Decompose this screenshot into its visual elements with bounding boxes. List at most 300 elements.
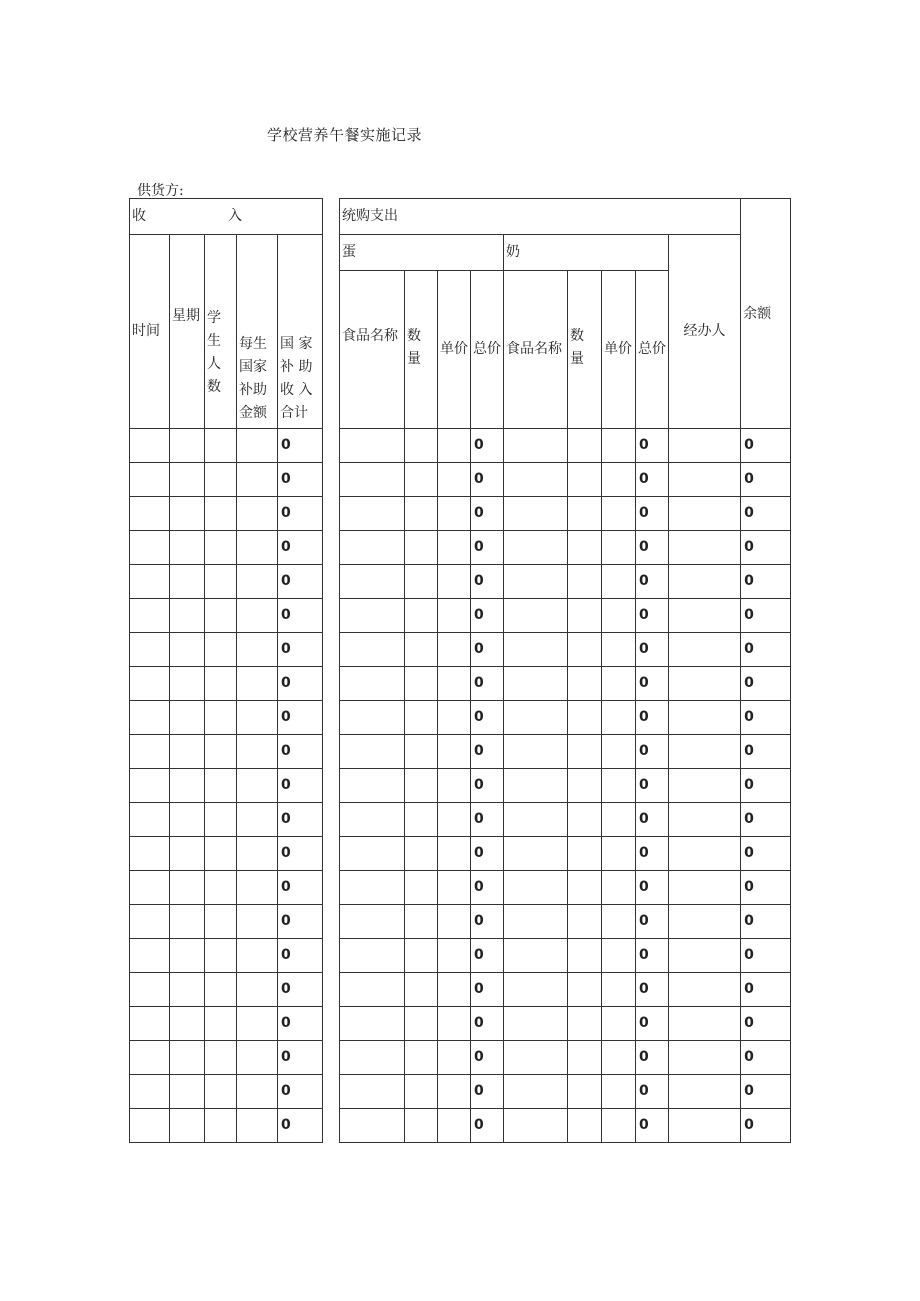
milk-total-cell: 0: [636, 565, 669, 599]
total-subsidy-header: 国 家 补 助 收 入 合计: [278, 235, 323, 429]
table-cell: [237, 633, 278, 667]
egg-total-cell: 0: [471, 497, 504, 531]
table-cell: [568, 973, 602, 1007]
table-cell: [438, 973, 471, 1007]
milk-total-cell: 0: [636, 633, 669, 667]
gap-cell: [323, 1109, 340, 1143]
egg-total-cell: 0: [471, 1075, 504, 1109]
table-cell: [170, 939, 205, 973]
table-cell: [602, 769, 636, 803]
table-row: [130, 871, 791, 905]
table-cell: [237, 1075, 278, 1109]
balance-cell: 0: [741, 939, 791, 973]
gap-cell: [323, 735, 340, 769]
table-row: [130, 1075, 791, 1109]
balance-cell: 0: [741, 667, 791, 701]
record-table: [129, 198, 791, 1143]
table-cell: [205, 735, 237, 769]
egg-total-cell: 0: [471, 633, 504, 667]
table-cell: [130, 1041, 170, 1075]
table-cell: [340, 735, 405, 769]
gap-cell: [323, 803, 340, 837]
table-cell: [130, 837, 170, 871]
table-cell: [602, 633, 636, 667]
subsidy-total-cell: 0: [278, 429, 323, 463]
table-cell: [504, 1109, 568, 1143]
table-cell: [205, 633, 237, 667]
table-cell: [568, 1075, 602, 1109]
milk-total-cell: 0: [636, 905, 669, 939]
table-cell: [669, 531, 741, 565]
table-cell: [405, 905, 438, 939]
table-cell: [130, 429, 170, 463]
subsidy-total-cell: 0: [278, 667, 323, 701]
milk-total-cell: 0: [636, 939, 669, 973]
table-cell: [340, 769, 405, 803]
table-cell: [602, 837, 636, 871]
table-cell: [170, 973, 205, 1007]
table-cell: [170, 1007, 205, 1041]
gap-cell: [323, 1007, 340, 1041]
table-cell: [669, 667, 741, 701]
expense-header: 统购支出: [340, 199, 741, 235]
egg-total-cell: 0: [471, 905, 504, 939]
table-cell: [237, 905, 278, 939]
table-cell: [669, 429, 741, 463]
table-cell: [438, 497, 471, 531]
milk-total-cell: 0: [636, 973, 669, 1007]
subsidy-total-cell: 0: [278, 599, 323, 633]
table-cell: [170, 837, 205, 871]
gap-cell: [323, 701, 340, 735]
milk-total-cell: 0: [636, 1007, 669, 1041]
table-cell: [438, 1007, 471, 1041]
table-cell: [205, 565, 237, 599]
table-cell: [205, 939, 237, 973]
table-cell: [669, 837, 741, 871]
balance-cell: 0: [741, 735, 791, 769]
table-cell: [568, 463, 602, 497]
table-cell: [504, 769, 568, 803]
subsidy-total-cell: 0: [278, 497, 323, 531]
table-cell: [170, 701, 205, 735]
table-row: [130, 973, 791, 1007]
table-row: [130, 429, 791, 463]
milk-total-cell: 0: [636, 463, 669, 497]
balance-cell: 0: [741, 1041, 791, 1075]
milk-total-cell: 0: [636, 667, 669, 701]
table-cell: [438, 633, 471, 667]
table-cell: [205, 837, 237, 871]
table-cell: [340, 871, 405, 905]
table-cell: [237, 497, 278, 531]
milk-total-cell: 0: [636, 429, 669, 463]
table-cell: [340, 837, 405, 871]
table-cell: [340, 1007, 405, 1041]
subsidy-total-cell: 0: [278, 633, 323, 667]
table-cell: [438, 837, 471, 871]
table-cell: [170, 769, 205, 803]
table-cell: [205, 871, 237, 905]
subsidy-total-cell: 0: [278, 1109, 323, 1143]
table-row: [130, 1041, 791, 1075]
egg-total-cell: 0: [471, 939, 504, 973]
table-cell: [602, 463, 636, 497]
table-cell: [237, 769, 278, 803]
subsidy-total-cell: 0: [278, 803, 323, 837]
table-cell: [205, 769, 237, 803]
gap-cell: [323, 565, 340, 599]
table-cell: [602, 497, 636, 531]
table-cell: [602, 1075, 636, 1109]
egg-total-cell: 0: [471, 565, 504, 599]
subsidy-total-cell: 0: [278, 837, 323, 871]
table-row: [130, 769, 791, 803]
milk-total-cell: 0: [636, 1109, 669, 1143]
table-cell: [669, 973, 741, 1007]
subsidy-total-cell: 0: [278, 1007, 323, 1041]
subsidy-total-cell: 0: [278, 701, 323, 735]
table-cell: [130, 1109, 170, 1143]
milk-total-cell: 0: [636, 837, 669, 871]
table-cell: [205, 1041, 237, 1075]
subsidy-total-cell: 0: [278, 1041, 323, 1075]
table-cell: [237, 1109, 278, 1143]
table-cell: [170, 463, 205, 497]
table-cell: [438, 905, 471, 939]
table-cell: [602, 531, 636, 565]
milk-food-name-header: 食品名称: [504, 271, 568, 429]
table-cell: [237, 463, 278, 497]
table-cell: [568, 497, 602, 531]
table-cell: [237, 837, 278, 871]
per-subsidy-header: 每生国家补助金额: [237, 235, 278, 429]
table-cell: [405, 973, 438, 1007]
table-cell: [237, 803, 278, 837]
egg-quantity-header: 数 量: [405, 271, 438, 429]
subsidy-total-cell: 0: [278, 769, 323, 803]
milk-total-cell: 0: [636, 735, 669, 769]
table-cell: [130, 497, 170, 531]
gap-cell: [323, 905, 340, 939]
egg-header: 蛋: [340, 235, 504, 271]
table-cell: [237, 735, 278, 769]
table-cell: [130, 633, 170, 667]
table-cell: [340, 565, 405, 599]
table-cell: [438, 939, 471, 973]
milk-header: 奶: [504, 235, 669, 271]
page-title: 学校营养午餐实施记录: [267, 126, 423, 144]
table-cell: [602, 871, 636, 905]
table-cell: [340, 667, 405, 701]
table-cell: [170, 735, 205, 769]
table-cell: [405, 939, 438, 973]
table-cell: [669, 599, 741, 633]
table-cell: [504, 1041, 568, 1075]
table-cell: [340, 939, 405, 973]
gap-cell: [323, 1041, 340, 1075]
balance-cell: 0: [741, 463, 791, 497]
table-cell: [669, 735, 741, 769]
milk-total-cell: 0: [636, 701, 669, 735]
table-cell: [340, 531, 405, 565]
table-cell: [405, 497, 438, 531]
table-cell: [405, 1075, 438, 1109]
subsidy-total-cell: 0: [278, 565, 323, 599]
table-cell: [405, 769, 438, 803]
table-cell: [568, 905, 602, 939]
gap-cell: [323, 939, 340, 973]
header-row-1: [130, 199, 791, 235]
table-cell: [340, 497, 405, 531]
egg-food-name-header: 食品名称: [340, 271, 405, 429]
table-cell: [504, 633, 568, 667]
milk-total-cell: 0: [636, 497, 669, 531]
table-cell: [340, 905, 405, 939]
table-cell: [205, 1109, 237, 1143]
milk-total-cell: 0: [636, 871, 669, 905]
table-cell: [438, 565, 471, 599]
table-row: [130, 905, 791, 939]
table-cell: [130, 701, 170, 735]
balance-cell: 0: [741, 1109, 791, 1143]
header-row-2: [130, 235, 791, 271]
table-cell: [568, 633, 602, 667]
table-cell: [237, 939, 278, 973]
table-cell: [130, 531, 170, 565]
table-cell: [205, 1007, 237, 1041]
table-cell: [170, 531, 205, 565]
table-row: [130, 531, 791, 565]
weekday-header: 星期: [170, 235, 205, 429]
table-cell: [170, 803, 205, 837]
table-cell: [237, 599, 278, 633]
table-cell: [438, 463, 471, 497]
table-cell: [669, 1109, 741, 1143]
table-cell: [669, 497, 741, 531]
table-cell: [205, 905, 237, 939]
balance-cell: 0: [741, 837, 791, 871]
table-cell: [405, 633, 438, 667]
table-cell: [504, 599, 568, 633]
income-label-2: 入: [228, 208, 242, 224]
egg-total-cell: 0: [471, 871, 504, 905]
gap-cell: [323, 497, 340, 531]
table-cell: [504, 803, 568, 837]
gap-cell: [323, 633, 340, 667]
table-cell: [340, 429, 405, 463]
table-cell: [669, 463, 741, 497]
table-cell: [340, 1109, 405, 1143]
table-cell: [504, 871, 568, 905]
table-cell: [568, 599, 602, 633]
table-row: [130, 701, 791, 735]
table-cell: [669, 769, 741, 803]
table-cell: [602, 803, 636, 837]
table-cell: [340, 803, 405, 837]
milk-total-cell: 0: [636, 1041, 669, 1075]
table-row: [130, 497, 791, 531]
table-cell: [669, 905, 741, 939]
table-cell: [130, 871, 170, 905]
table-cell: [504, 939, 568, 973]
table-cell: [170, 429, 205, 463]
data-rows: [130, 429, 791, 1143]
table-cell: [438, 803, 471, 837]
balance-cell: 0: [741, 497, 791, 531]
balance-header: 余额: [741, 199, 791, 429]
table-cell: [602, 939, 636, 973]
table-cell: [504, 735, 568, 769]
gap-cell: [323, 199, 340, 429]
table-row: [130, 633, 791, 667]
balance-cell: 0: [741, 769, 791, 803]
egg-total-cell: 0: [471, 973, 504, 1007]
table-row: [130, 1109, 791, 1143]
table-cell: [237, 565, 278, 599]
table-cell: [568, 667, 602, 701]
table-cell: [205, 1075, 237, 1109]
table-cell: [237, 1007, 278, 1041]
table-cell: [504, 463, 568, 497]
table-cell: [438, 599, 471, 633]
egg-total-cell: 0: [471, 531, 504, 565]
egg-total-cell: 0: [471, 667, 504, 701]
table-cell: [602, 565, 636, 599]
table-cell: [237, 701, 278, 735]
table-cell: [237, 667, 278, 701]
table-row: [130, 463, 791, 497]
gap-cell: [323, 667, 340, 701]
handler-header: 经办人: [669, 235, 741, 429]
table-cell: [504, 905, 568, 939]
balance-cell: 0: [741, 1007, 791, 1041]
table-cell: [438, 871, 471, 905]
egg-total-cell: 0: [471, 429, 504, 463]
egg-total-cell: 0: [471, 803, 504, 837]
table-cell: [504, 497, 568, 531]
milk-total-header: 总价: [636, 271, 669, 429]
egg-total-cell: 0: [471, 599, 504, 633]
table-cell: [602, 735, 636, 769]
subsidy-total-cell: 0: [278, 1075, 323, 1109]
table-cell: [130, 803, 170, 837]
table-cell: [669, 1075, 741, 1109]
table-cell: [237, 1041, 278, 1075]
table-cell: [170, 1075, 205, 1109]
table-cell: [130, 905, 170, 939]
table-cell: [568, 429, 602, 463]
table-cell: [504, 837, 568, 871]
table-cell: [405, 735, 438, 769]
balance-cell: 0: [741, 973, 791, 1007]
table-cell: [438, 735, 471, 769]
table-cell: [438, 667, 471, 701]
table-cell: [170, 565, 205, 599]
table-cell: [205, 429, 237, 463]
table-cell: [130, 1007, 170, 1041]
table-cell: [405, 1007, 438, 1041]
balance-cell: 0: [741, 565, 791, 599]
students-header: 学生人数: [205, 235, 237, 429]
table-cell: [405, 429, 438, 463]
table-cell: [602, 905, 636, 939]
gap-cell: [323, 769, 340, 803]
table-cell: [405, 667, 438, 701]
table-cell: [669, 1007, 741, 1041]
egg-total-cell: 0: [471, 1041, 504, 1075]
table-cell: [405, 871, 438, 905]
table-cell: [669, 939, 741, 973]
table-cell: [405, 463, 438, 497]
table-row: [130, 939, 791, 973]
table-cell: [170, 633, 205, 667]
balance-cell: 0: [741, 871, 791, 905]
table-cell: [405, 565, 438, 599]
table-cell: [405, 803, 438, 837]
table-cell: [438, 1075, 471, 1109]
table-cell: [405, 837, 438, 871]
table-cell: [405, 599, 438, 633]
table-cell: [568, 1007, 602, 1041]
table-cell: [405, 1109, 438, 1143]
table-cell: [130, 463, 170, 497]
table-cell: [340, 1041, 405, 1075]
table-cell: [405, 1041, 438, 1075]
supplier-label: 供货方:: [137, 183, 184, 199]
milk-unit-price-header: 单价: [602, 271, 636, 429]
table-cell: [130, 667, 170, 701]
egg-total-cell: 0: [471, 463, 504, 497]
table-cell: [602, 667, 636, 701]
table-cell: [170, 905, 205, 939]
table-cell: [205, 667, 237, 701]
gap-cell: [323, 429, 340, 463]
table-cell: [130, 939, 170, 973]
table-cell: [504, 667, 568, 701]
table-row: [130, 735, 791, 769]
table-cell: [602, 701, 636, 735]
table-cell: [237, 973, 278, 1007]
table-cell: [340, 599, 405, 633]
table-cell: [205, 463, 237, 497]
table-row: [130, 565, 791, 599]
table-row: [130, 1007, 791, 1041]
subsidy-total-cell: 0: [278, 463, 323, 497]
table-row: [130, 599, 791, 633]
subsidy-total-cell: 0: [278, 905, 323, 939]
table-cell: [130, 1075, 170, 1109]
table-cell: [504, 429, 568, 463]
milk-total-cell: 0: [636, 1075, 669, 1109]
table-cell: [602, 973, 636, 1007]
table-cell: [170, 871, 205, 905]
egg-total-cell: 0: [471, 735, 504, 769]
table-cell: [568, 939, 602, 973]
table-cell: [205, 973, 237, 1007]
table-cell: [130, 565, 170, 599]
milk-total-cell: 0: [636, 531, 669, 565]
table-cell: [568, 803, 602, 837]
table-cell: [130, 973, 170, 1007]
table-cell: [205, 497, 237, 531]
table-cell: [340, 1075, 405, 1109]
table-cell: [438, 1041, 471, 1075]
table-cell: [205, 701, 237, 735]
gap-cell: [323, 599, 340, 633]
table-cell: [237, 531, 278, 565]
milk-total-cell: 0: [636, 599, 669, 633]
